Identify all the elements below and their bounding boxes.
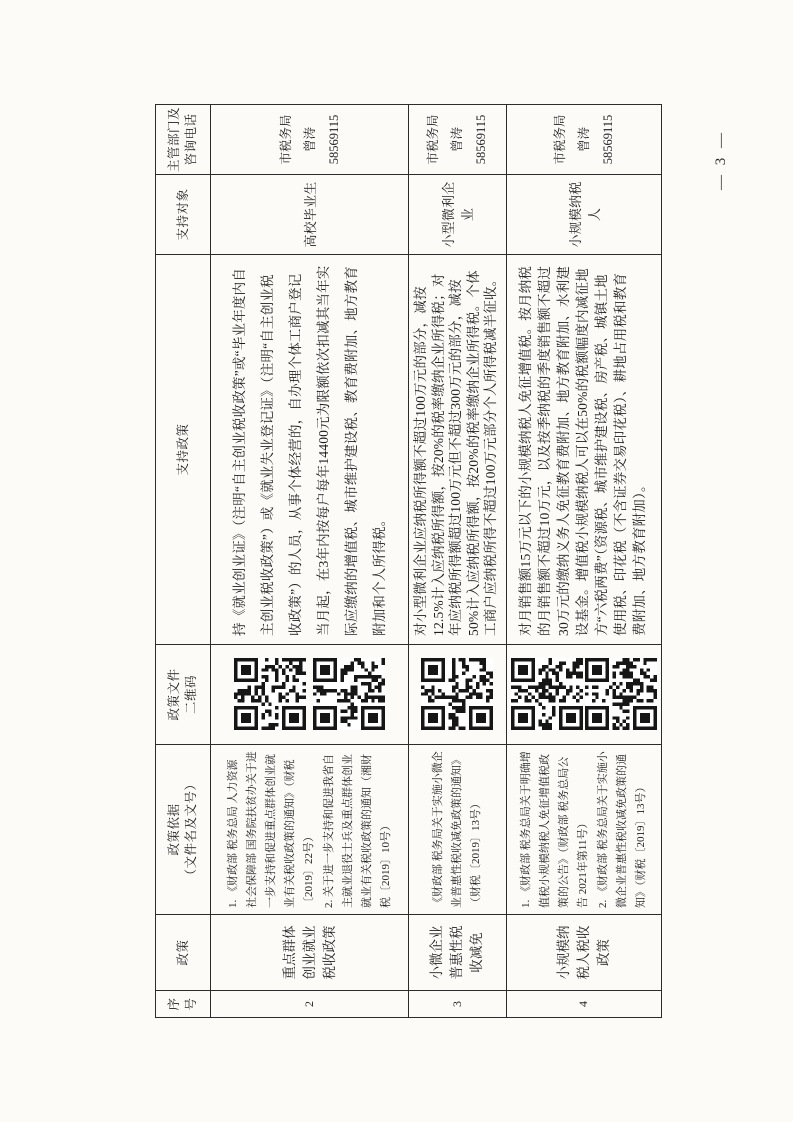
header-label: 政策文件: [167, 668, 181, 721]
policy-table-body: [211, 105, 662, 1018]
page-number: — 3 —: [713, 130, 729, 190]
policy-basis-item: 2. 关于进一步支持和促进我省自主就业退役士兵及重点群体创业就业有关税收政策的通知（湘财税〔2019〕10号）: [323, 754, 392, 908]
contact-phone: 58569115: [326, 114, 341, 165]
cell-index: 3: [409, 991, 507, 1018]
qr-code-icon: [234, 659, 306, 731]
cell-index: 2: [211, 991, 409, 1018]
header-label: 序号: [167, 997, 198, 1011]
header-qr-code: [156, 645, 211, 745]
cell-support-policy: 对月销售额15万元以下的小规模纳税人免征增值税。按月纳税的月销售额不超过10万元，以及按季纳税的季度销售额不超过30万元的缴纳义务人免征教育费附加、地方教育附加、水利建设基金。增值税小规模纳税人可以在50%的税额幅度内减征地方“六税两费”（资源税、城市维护建设税、房产税、城镇土地使用税、印花税（不含证券交易印花税）、耕地占用税和教育费附加、地方教育附加）。: [506, 255, 661, 645]
cell-support-target: 高校毕业生: [211, 175, 409, 255]
cell-department: [506, 105, 661, 175]
header-label-line2: 二维码: [184, 675, 198, 715]
header-label: 政策依据: [167, 803, 181, 856]
cell-index: 4: [506, 991, 661, 1018]
department-name: 市税务局: [552, 114, 567, 165]
header-label-line2: 咨询电话: [184, 113, 198, 166]
header-index: [156, 991, 211, 1018]
qr-code-icon: [421, 659, 493, 731]
header-label: 政策: [175, 939, 190, 966]
contact-phone: 58569115: [474, 114, 489, 165]
cell-department: [211, 105, 409, 175]
header-label: 主管部门及: [167, 107, 181, 173]
cell-policy-basis: [211, 745, 409, 915]
header-label: 支持对象: [175, 188, 190, 241]
cell-policy: 小微企业普惠性税收减免: [409, 915, 507, 991]
cell-qr-codes: [211, 645, 409, 745]
qr-code-icon: [511, 659, 583, 731]
header-support-target: [156, 175, 211, 255]
header-label-line2: （文件名及文号）: [184, 777, 198, 882]
policy-basis-item: 1. 《财政部 税务总局关于明确增值税小规模纳税人免征增值税政策的公告》（财政部 税务总局公告 2021年第11号）: [520, 751, 589, 908]
cell-department: [409, 105, 507, 175]
cell-policy: 重点群体创业就业税收政策: [211, 915, 409, 991]
cell-qr-codes: [409, 645, 507, 745]
cell-qr-codes: [506, 645, 661, 745]
header-support-policy: [156, 255, 211, 645]
policy-table-header: [156, 105, 211, 1018]
policy-row-4: [506, 105, 661, 1018]
policy-row-3: [409, 105, 507, 1018]
cell-support-policy: 对小型微利企业应纳税所得额不超过100万元的部分，减按12.5%计入应纳税所得额，按20%的税率缴纳企业所得税；对年应纳税所得额超过100万元但不超过300万元的部分，减按50%计入应纳税所得额，按20%的税率缴纳企业所得税。个体工商户应纳税所得不超过100万元部分个人所得税减半征收。: [409, 255, 507, 645]
cell-support-policy: 持《就业创业证》（注明“自主创业税收政策”或“毕业年度内自主创业税收政策”）或《就业失业登记证》（注明“自主创业税收政策”）的人员，从事个体经营的，自办理个体工商户登记当月起，在3年内按每户每年14400元为限额依次扣减其当年实际应缴纳的增值税、城市维护建设税、教育费附加、地方教育附加和个人所得税。: [211, 255, 409, 645]
qr-code-icon: [585, 659, 657, 731]
cell-policy-basis: [409, 745, 507, 915]
qr-code-icon: [313, 659, 385, 731]
policy-table: [155, 104, 662, 1018]
cell-support-target: 小型微利企业: [409, 175, 507, 255]
header-label: 支持政策: [175, 423, 190, 476]
cell-policy-basis: [506, 745, 661, 915]
header-policy-basis: [156, 745, 211, 915]
contact-name: 曾涛: [450, 127, 465, 153]
rotated-table-area: [155, 105, 648, 1018]
cell-support-target: 小规模纳税人: [506, 175, 661, 255]
contact-name: 曾涛: [302, 127, 317, 153]
policy-basis-item: 1. 《财政部 税务总局 人力资源社会保障部 国务院扶贫办关于进一步支持和促进重点群体创业就业有关税收政策的通知》（财税〔2019〕22号）: [227, 751, 315, 908]
contact-phone: 58569115: [600, 114, 615, 165]
header-row: [156, 105, 211, 1018]
header-department: [156, 105, 211, 175]
contact-name: 曾涛: [576, 127, 591, 153]
header-policy: [156, 915, 211, 991]
department-name: 市税务局: [278, 114, 293, 165]
policy-row-2: [211, 105, 409, 1018]
cell-policy: 小规模纳税人税收政策: [506, 915, 661, 991]
department-name: 市税务局: [426, 114, 441, 165]
policy-basis-item: 2. 《财政部 税务总局关于实施小微企业普惠性税收减免政策的通知》（财税〔2019〕13号）: [597, 751, 647, 908]
policy-basis-item: 《财政部 税务局关于实施小微企业普惠性税收减免政策的通知》（财税〔2019〕13号）: [432, 751, 483, 908]
